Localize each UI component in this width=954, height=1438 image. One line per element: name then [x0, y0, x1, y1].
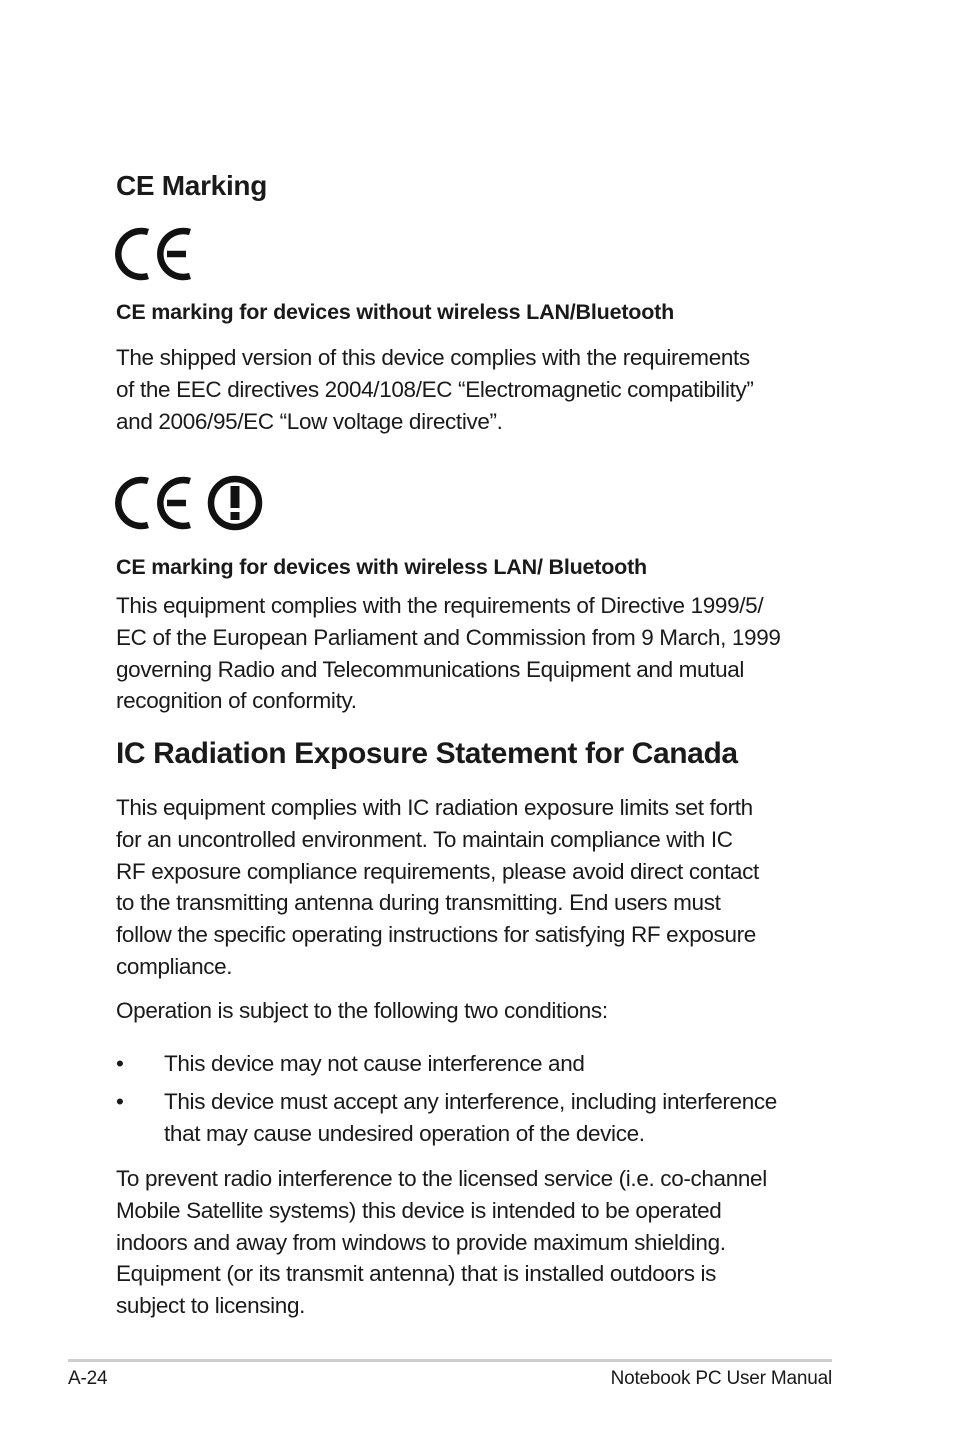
ce-wireless-paragraph: This equipment complies with the requirements of Directive 1999/5/ EC of the European Parliament and Commission from 9 March, 1999 governing Radio and Telecommunications Equipment and mutual recognition of conformity. [116, 593, 781, 714]
footer-divider [68, 1359, 832, 1362]
ce-mark-icon [114, 226, 196, 282]
ce-alert-mark-icon [114, 475, 266, 531]
bullet-marker: • [116, 1089, 124, 1114]
ic-conditions-intro: Operation is subject to the following two conditions: [116, 998, 608, 1023]
list-item-text: This device must accept any interference, including interference that may cause undesired operation of the device. [164, 1089, 777, 1146]
ic-interference-paragraph: To prevent radio interference to the licensed service (i.e. co-channel Mobile Satellite systems) this device is intended to be operated indoors and away from windows to provide maximum shielding. Equipment (or its transmit antenna) that is installed outdoors is subject to licensing. [116, 1166, 767, 1319]
page-number: A-24 [68, 1368, 108, 1389]
bullet-marker: • [116, 1051, 124, 1076]
ic-exposure-paragraph: This equipment complies with IC radiation exposure limits set forth for an uncontrolled environment. To maintain compliance with IC RF exposure compliance requirements, please avoid direct contact to the transmitting antenna during transmitting. End users must follow the specific operating instructions for satisfying RF exposure compliance. [116, 795, 759, 979]
ce-no-wireless-paragraph: The shipped version of this device complies with the requirements of the EEC directives 2004/108/EC “Electromagnetic compatibility” and 2006/95/EC “Low voltage directive”. [116, 345, 754, 434]
list-item-text: This device may not cause interference and [164, 1051, 585, 1076]
ce-marking-heading: CE Marking [116, 170, 268, 201]
ce-wireless-subheading: CE marking for devices with wireless LAN/ Bluetooth [116, 555, 647, 579]
manual-title: Notebook PC User Manual [610, 1368, 832, 1389]
ce-no-wireless-subheading: CE marking for devices without wireless LAN/Bluetooth [116, 300, 675, 324]
ic-radiation-heading: IC Radiation Exposure Statement for Canada [116, 737, 738, 770]
